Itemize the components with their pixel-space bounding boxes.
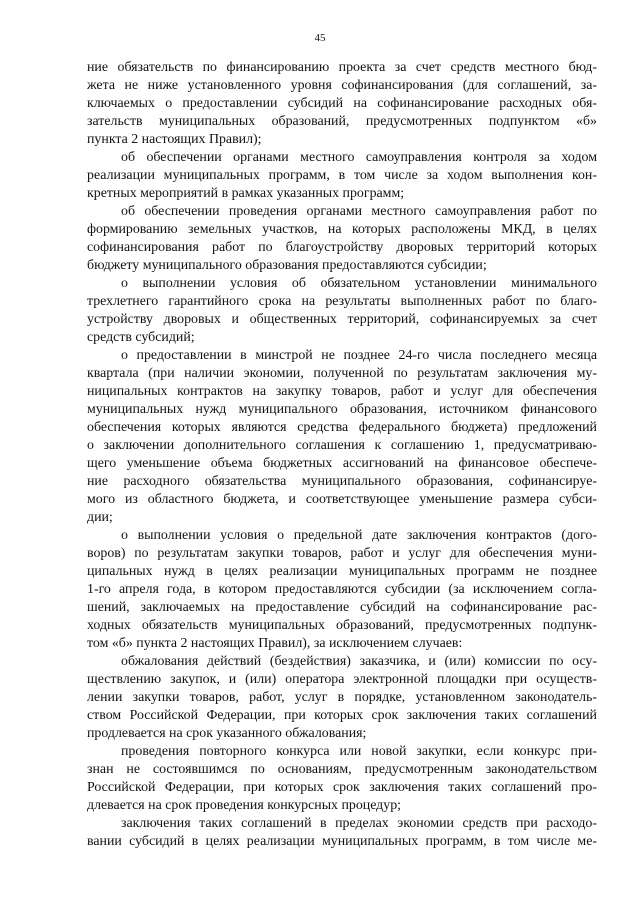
text-line: лении закупки товаров, работ, услуг в порядке, установленном законодатель- xyxy=(87,690,597,705)
text-line: зательств муниципальных образований, предусмотренных подпунктом «б» xyxy=(87,114,597,129)
text-line: муниципальных нужд муниципального образования, источником финансового xyxy=(87,402,597,417)
text-line: ством Российской Федерации, при которых срок заключения таких соглашений xyxy=(87,708,597,723)
text-line: Российской Федерации, при которых срок заключения таких соглашений про- xyxy=(87,780,597,795)
text-line: о выполнении условия о предельной дате заключения контрактов (дого- xyxy=(121,528,597,543)
text-line: продлевается на срок указанного обжалования; xyxy=(87,726,367,741)
text-line: длевается на срок проведения конкурсных процедур; xyxy=(87,798,402,813)
text-line: пункта 2 настоящих Правил); xyxy=(87,132,262,147)
text-line: дии; xyxy=(87,510,113,525)
text-line: жета не ниже установленного уровня софинансирования (для соглашений, за- xyxy=(87,78,597,93)
text-line: воров) по результатам закупки товаров, работ и услуг для обеспечения муни- xyxy=(87,546,597,561)
text-line: о выполнении условия об обязательном установлении минимального xyxy=(121,276,597,291)
text-line: заключения таких соглашений в пределах экономии средств при расходо- xyxy=(121,816,597,831)
text-line: формированию земельных участков, на которых расположены МКД, в целях xyxy=(87,222,597,237)
text-line: бюджету муниципального образования предоставляются субсидии; xyxy=(87,258,487,273)
text-line: о предоставлении в минстрой не позднее 24-го числа последнего месяца xyxy=(121,348,597,363)
document-body xyxy=(87,59,597,851)
text-line: о заключении дополнительного соглашения к соглашению 1, предусматриваю- xyxy=(87,438,597,453)
text-line: щего уменьшение объема бюджетных ассигнований на финансовое обеспече- xyxy=(87,456,597,471)
text-line: проведения повторного конкурса или новой закупки, если конкурс при- xyxy=(121,744,597,759)
text-line: ходных обязательств муниципальных образований, предусмотренных подпунк- xyxy=(87,618,597,633)
text-line: знан не состоявшимся по основаниям, предусмотренным законодательством xyxy=(87,762,597,777)
text-line: мого из областного бюджета, и соответствующее уменьшение размера субси- xyxy=(87,492,597,507)
text-line: обеспечения которых являются средства федерального бюджета) предложений xyxy=(87,420,597,435)
text-line: ниципальных контрактов на закупку товаров, работ и услуг для обеспечения xyxy=(87,384,597,399)
text-line: ние расходного обязательства муниципального образования, софинансируе- xyxy=(87,474,597,489)
page-number: 45 xyxy=(314,32,326,44)
text-line: трехлетнего гарантийного срока на результаты выполненных работ по благо- xyxy=(87,294,597,309)
text-line: ние обязательств по финансированию проекта за счет средств местного бюд- xyxy=(87,60,597,75)
text-line: устройству дворовых и общественных территорий, софинансируемых за счет xyxy=(87,312,597,327)
text-line: ществлению закупок, и (или) оператора электронной площадки при осуществ- xyxy=(87,672,597,687)
text-line: реализации муниципальных программ, в том числе за ходом выполнения кон- xyxy=(87,168,597,183)
text-line: квартала (при наличии экономии, полученной по результатам заключения му- xyxy=(87,366,597,381)
text-line: софинансирования работ по благоустройству дворовых территорий которых xyxy=(87,240,597,255)
text-line: шений, заключаемых на предоставление субсидий на софинансирование рас- xyxy=(87,600,597,615)
text-line: ключаемых о предоставлении субсидий на софинансирование расходных обя- xyxy=(87,96,597,111)
text-line: обжалования действий (бездействия) заказчика, и (или) комиссии по осу- xyxy=(121,654,597,669)
text-line: 1-го апреля года, в котором предоставляются субсидии (за исключением согла- xyxy=(87,582,597,597)
text-line: кретных мероприятий в рамках указанных программ; xyxy=(87,186,405,201)
text-line: вании субсидий в целях реализации муниципальных программ, в том числе ме- xyxy=(87,834,597,849)
text-line: ципальных нужд в целях реализации муниципальных программ не позднее xyxy=(87,564,597,579)
text-line: об обеспечении проведения органами местного самоуправления работ по xyxy=(121,204,597,219)
text-line: средств субсидий; xyxy=(87,330,195,345)
text-line: об обеспечении органами местного самоуправления контроля за ходом xyxy=(121,150,597,165)
text-line: том «б» пункта 2 настоящих Правил), за исключением случаев: xyxy=(87,636,463,651)
